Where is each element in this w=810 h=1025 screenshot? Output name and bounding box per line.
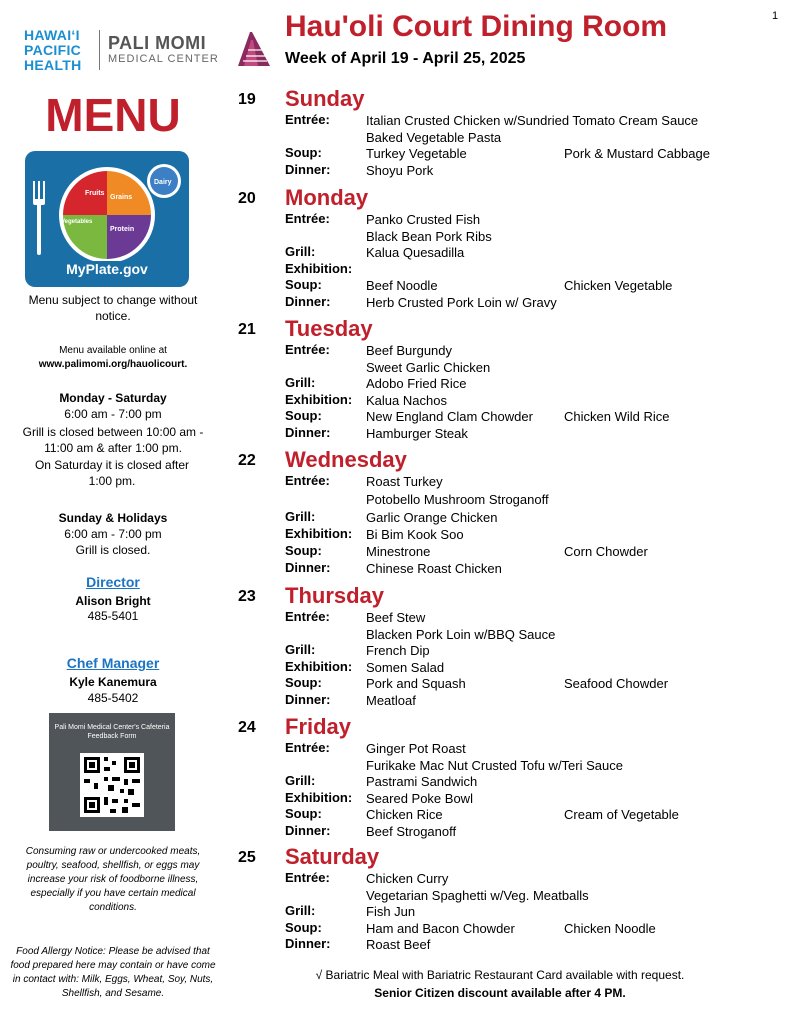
menu-item: Sweet Garlic Chicken	[366, 359, 491, 375]
day-name-friday: Friday	[285, 714, 352, 739]
day-number: 23	[238, 588, 256, 605]
menu-item: Herb Crusted Pork Loin w/ Gravy	[366, 294, 557, 310]
menu-row-label: Dinner:	[285, 293, 331, 309]
menu-row-label: Grill:	[285, 244, 316, 259]
pali-momi-mountain-icon	[236, 28, 272, 68]
menu-row-label: Entrée:	[285, 473, 330, 488]
menu-row-label: Exhibition:	[285, 526, 353, 541]
menu-row-label: Entrée:	[285, 112, 330, 127]
menu-row-label: Grill:	[285, 903, 316, 918]
menu-row-label: Dinner:	[285, 936, 331, 951]
menu-heading: MENU	[45, 89, 181, 141]
menu-row-label: Dinner:	[285, 691, 331, 707]
myplate-site-label: MyPlate.gov	[66, 261, 148, 277]
menu-item: Potobello Mushroom Stroganoff	[366, 492, 549, 507]
menu-row-label: Exhibition:	[285, 789, 353, 805]
menu-item: Roast Turkey	[366, 474, 443, 489]
menu-item: Chicken Rice	[366, 807, 443, 822]
menu-row-label: Entrée:	[285, 740, 330, 755]
chef-manager-link[interactable]: Chef Manager	[66, 655, 160, 671]
menu-item: Italian Crusted Chicken w/Sundried Tomato Cream Sauce	[366, 113, 699, 128]
food-allergy-notice: Food Allergy Notice: Please be advised that food prepared here may contain or have come in contact with: Milk, Eggs, Wheat, Soy, Nuts, Shellfish, and Sesame.	[10, 946, 216, 999]
menu-item: Seared Poke Bowl	[366, 790, 473, 806]
menu-item: Ginger Pot Roast	[366, 741, 466, 756]
menu-item: Cream of Vegetable	[564, 807, 679, 822]
day-number: 20	[238, 190, 256, 207]
sunday-grill-note: Grill is closed.	[75, 543, 151, 557]
day-number: 21	[238, 321, 256, 338]
menu-item: Vegetarian Spaghetti w/Veg. Meatballs	[366, 887, 589, 903]
sunday-heading: Sunday & Holidays	[58, 511, 168, 525]
day-number: 25	[238, 849, 256, 866]
bariatric-note: √ Bariatric Meal with Bariatric Restaurant Card available with request.	[315, 968, 685, 982]
menu-row-label: Grill:	[285, 773, 316, 788]
menu-row-label: Soup:	[285, 806, 322, 821]
logo-line: HAWAIʻI	[24, 27, 80, 43]
menu-item: Ham and Bacon Chowder	[366, 920, 515, 936]
pali-momi-logo-text: PALI MOMI	[108, 33, 207, 53]
medical-center-logo-text: MEDICAL CENTER	[108, 53, 219, 65]
menu-item: Kalua Nachos	[366, 392, 447, 408]
menu-row-label: Exhibition:	[285, 658, 353, 674]
menu-item: Minestrone	[366, 544, 431, 559]
menu-row-label: Entrée:	[285, 870, 330, 885]
myplate-protein-label: Protein	[110, 226, 135, 233]
myplate-grains-label: Grains	[110, 194, 133, 201]
menu-row-label: Soup:	[285, 408, 322, 423]
menu-row-label: Dinner:	[285, 161, 331, 177]
saturday-grill-note: On Saturday it is closed after 1:00 pm.	[34, 458, 190, 488]
menu-change-note: Menu subject to change without notice.	[28, 293, 198, 323]
menu-row-label: Dinner:	[285, 560, 331, 575]
director-phone: 485-5401	[87, 609, 139, 623]
page-title: Hau'oli Court Dining Room	[285, 10, 668, 43]
menu-row-label: Dinner:	[285, 424, 331, 440]
menu-item: Beef Stroganoff	[366, 823, 457, 839]
logo-line: PACIFIC	[24, 42, 82, 58]
logo-line: HEALTH	[24, 57, 82, 73]
menu-row-label: Entrée:	[285, 609, 330, 624]
myplate-vegetables-label: Vegetables	[61, 219, 93, 225]
myplate-dairy-label: Dairy	[154, 179, 172, 186]
sunday-hours: 6:00 am - 7:00 pm	[64, 527, 162, 541]
day-name-monday: Monday	[285, 185, 369, 210]
myplate-fruits-label: Fruits	[85, 190, 105, 197]
menu-item: Blacken Pork Loin w/BBQ Sauce	[366, 626, 556, 642]
day-name-tuesday: Tuesday	[285, 316, 373, 341]
page-number: 1	[772, 10, 779, 22]
menu-row-label: Exhibition:	[285, 260, 353, 276]
myplate-icon	[25, 151, 189, 261]
menu-item: Seafood Chowder	[564, 676, 669, 691]
menu-item: Beef Burgundy	[366, 343, 453, 358]
director-name: Alison Bright	[75, 594, 151, 608]
menu-item: Chinese Roast Chicken	[366, 561, 502, 576]
menu-item: Turkey Vegetable	[366, 146, 467, 161]
qr-caption: Pali Momi Medical Center's Cafeteria Feedback Form	[54, 724, 170, 740]
menu-item: Roast Beef	[366, 937, 431, 952]
day-name-saturday: Saturday	[285, 844, 380, 869]
menu-row-label: Soup:	[285, 675, 322, 690]
online-note: Menu available online at	[59, 345, 167, 356]
weekday-grill-note: Grill is closed between 10:00 am - 11:00 am & after 1:00 pm.	[22, 425, 204, 455]
day-name-sunday: Sunday	[285, 86, 365, 111]
logo-divider	[99, 30, 100, 70]
day-name-thursday: Thursday	[285, 583, 385, 608]
menu-item: Adobo Fried Rice	[366, 376, 467, 391]
menu-item: Hamburger Steak	[366, 425, 468, 441]
senior-discount-note: Senior Citizen discount available after 4 PM.	[374, 986, 626, 1000]
chef-manager-name: Kyle Kanemura	[69, 675, 157, 689]
menu-item: Pastrami Sandwich	[366, 774, 478, 789]
menu-item: Chicken Noodle	[564, 920, 656, 936]
qr-code-icon[interactable]	[80, 753, 144, 817]
menu-item: Meatloaf	[366, 692, 416, 708]
week-subtitle: Week of April 19 - April 25, 2025	[285, 50, 526, 67]
menu-item: Fish Jun	[366, 904, 416, 919]
menu-row-label: Grill:	[285, 642, 316, 657]
menu-row-label: Soup:	[285, 919, 322, 935]
menu-item: Pork and Squash	[366, 676, 466, 691]
menu-row-label: Grill:	[285, 375, 316, 390]
menu-item: Chicken Vegetable	[564, 278, 673, 293]
menu-row-label: Entrée:	[285, 211, 330, 226]
qr-pattern	[80, 753, 144, 817]
menu-item: Beef Noodle	[366, 278, 438, 293]
hawaii-pacific-health-logo	[24, 28, 94, 73]
menu-row-label: Entrée:	[285, 342, 330, 357]
menu-row-label: Soup:	[285, 145, 322, 160]
menu-item: Somen Salad	[366, 659, 445, 675]
menu-item: Chicken Wild Rice	[564, 409, 670, 424]
menu-item: Chicken Curry	[366, 871, 449, 886]
myplate-graphic	[25, 151, 189, 287]
day-number: 24	[238, 719, 256, 736]
day-number: 19	[238, 91, 256, 108]
feedback-qr-card[interactable]	[49, 713, 175, 831]
menu-item: French Dip	[366, 643, 430, 658]
menu-item: Baked Vegetable Pasta	[366, 129, 502, 145]
menu-item: Black Bean Pork Ribs	[366, 228, 492, 244]
menu-item: Pork & Mustard Cabbage	[564, 146, 710, 161]
menu-item: Kalua Quesadilla	[366, 245, 465, 260]
menu-item: Panko Crusted Fish	[366, 212, 481, 227]
online-url[interactable]: www.palimomi.org/hauolicourt.	[38, 359, 188, 370]
chef-manager-phone: 485-5402	[87, 691, 139, 705]
day-name-wednesday: Wednesday	[285, 447, 407, 472]
weekday-heading: Monday - Saturday	[59, 391, 167, 405]
menu-item: Corn Chowder	[564, 544, 648, 559]
foodborne-warning: Consuming raw or undercooked meats, poultry, seafood, shellfish, or eggs may increase your risk of foodborne illness, especially if you have certain medical conditions.	[25, 846, 201, 913]
menu-row-label: Soup:	[285, 543, 322, 558]
menu-item: Shoyu Pork	[366, 162, 434, 178]
menu-item: Furikake Mac Nut Crusted Tofu w/Teri Sauce	[366, 757, 623, 773]
menu-item: Garlic Orange Chicken	[366, 510, 498, 525]
menu-row-label: Exhibition:	[285, 391, 353, 407]
day-number: 22	[238, 452, 256, 469]
menu-item: New England Clam Chowder	[366, 409, 533, 424]
menu-row-label: Dinner:	[285, 822, 331, 838]
menu-row-label: Soup:	[285, 277, 322, 292]
director-link[interactable]: Director	[86, 574, 140, 590]
menu-item: Bi Bim Kook Soo	[366, 527, 464, 542]
menu-item: Beef Stew	[366, 610, 426, 625]
weekday-hours: 6:00 am - 7:00 pm	[64, 407, 162, 421]
menu-row-label: Grill:	[285, 509, 316, 524]
